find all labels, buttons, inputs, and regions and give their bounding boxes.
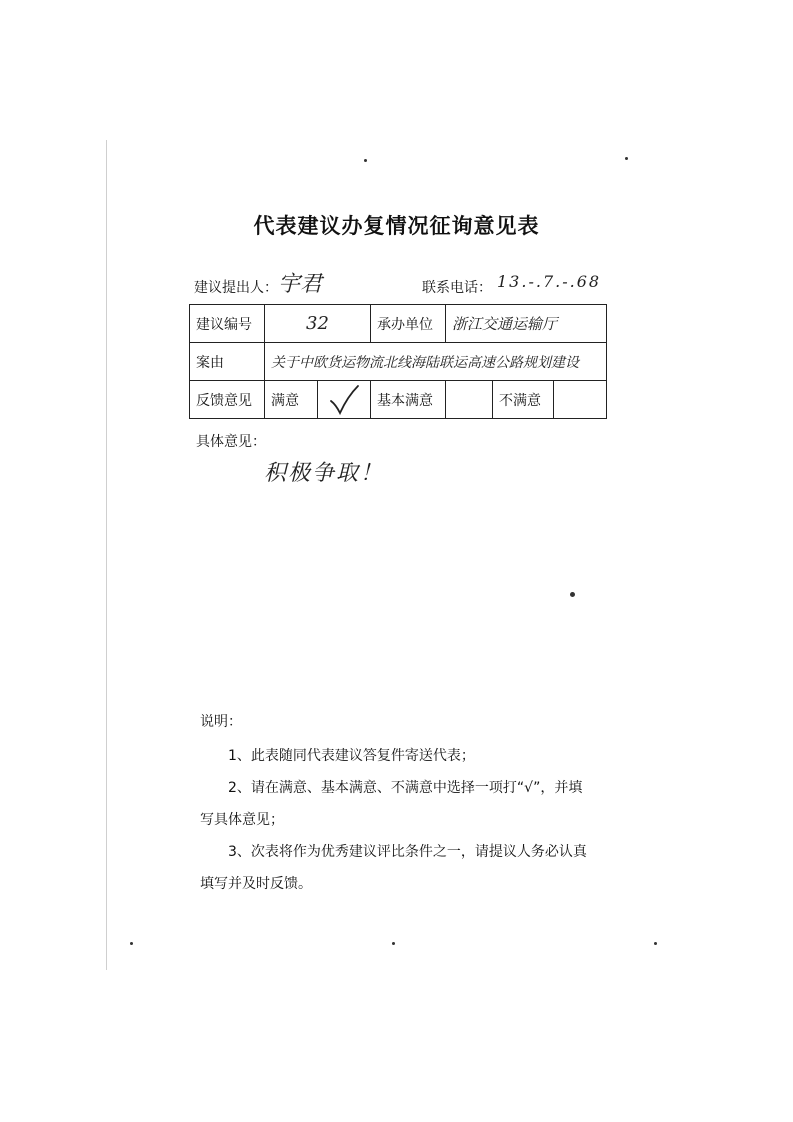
basic-satisfied-label: 基本满意 bbox=[371, 381, 446, 419]
number-label: 建议编号 bbox=[190, 305, 265, 343]
number-value-cell bbox=[265, 305, 371, 343]
case-value-cell bbox=[265, 343, 607, 381]
unit-value-cell bbox=[446, 305, 607, 343]
phone-label: 联系电话： bbox=[422, 280, 492, 296]
detail-value: 积极争取！ bbox=[264, 461, 385, 486]
check-mark-icon bbox=[327, 384, 361, 416]
form-title: 代表建议办复情况征询意见表 bbox=[253, 214, 540, 238]
number-value: 32 bbox=[306, 313, 329, 334]
table-row bbox=[190, 381, 607, 419]
unit-label: 承办单位 bbox=[371, 305, 446, 343]
note-item-2-line-1: 2、请在满意、基本满意、不满意中选择一项打“√”，并填 bbox=[228, 780, 583, 796]
satisfied-label: 满意 bbox=[265, 381, 318, 419]
scan-speck bbox=[654, 942, 657, 945]
table-row bbox=[190, 305, 607, 343]
scan-speck bbox=[570, 592, 575, 597]
proposer-signature: 宇君 bbox=[278, 272, 323, 297]
scan-speck bbox=[625, 157, 628, 160]
case-label: 案由 bbox=[190, 343, 265, 381]
note-item-3-line-1: 3、次表将作为优秀建议评比条件之一，请提议人务必认真 bbox=[228, 844, 587, 860]
scan-speck bbox=[364, 159, 367, 162]
basic-satisfied-checkbox[interactable] bbox=[446, 381, 493, 419]
note-item-3-line-2: 填写并及时反馈。 bbox=[200, 876, 312, 892]
page-edge bbox=[106, 140, 107, 970]
notes-section bbox=[200, 706, 620, 900]
unsatisfied-cell bbox=[493, 381, 607, 419]
proposer-label: 建议提出人： bbox=[194, 280, 278, 296]
case-value: 关于中欧货运物流北线海陆联运高速公路规划建设 bbox=[271, 354, 579, 371]
table-row bbox=[190, 343, 607, 381]
satisfied-checkbox[interactable] bbox=[318, 381, 371, 419]
feedback-form-table bbox=[189, 304, 607, 419]
scan-speck bbox=[130, 942, 133, 945]
unsatisfied-label: 不满意 bbox=[493, 381, 554, 418]
feedback-label: 反馈意见 bbox=[190, 381, 265, 419]
phone-value: 13.-.7.-.68 bbox=[497, 272, 602, 291]
unit-value: 浙江交通运输厅 bbox=[452, 315, 558, 333]
scan-speck bbox=[392, 942, 395, 945]
note-item-2-line-2: 写具体意见； bbox=[200, 812, 284, 828]
unsatisfied-checkbox[interactable] bbox=[554, 381, 606, 418]
note-item-1: 1、此表随同代表建议答复件寄送代表； bbox=[228, 748, 475, 764]
notes-heading: 说明： bbox=[200, 714, 242, 730]
detail-label: 具体意见： bbox=[196, 434, 266, 450]
